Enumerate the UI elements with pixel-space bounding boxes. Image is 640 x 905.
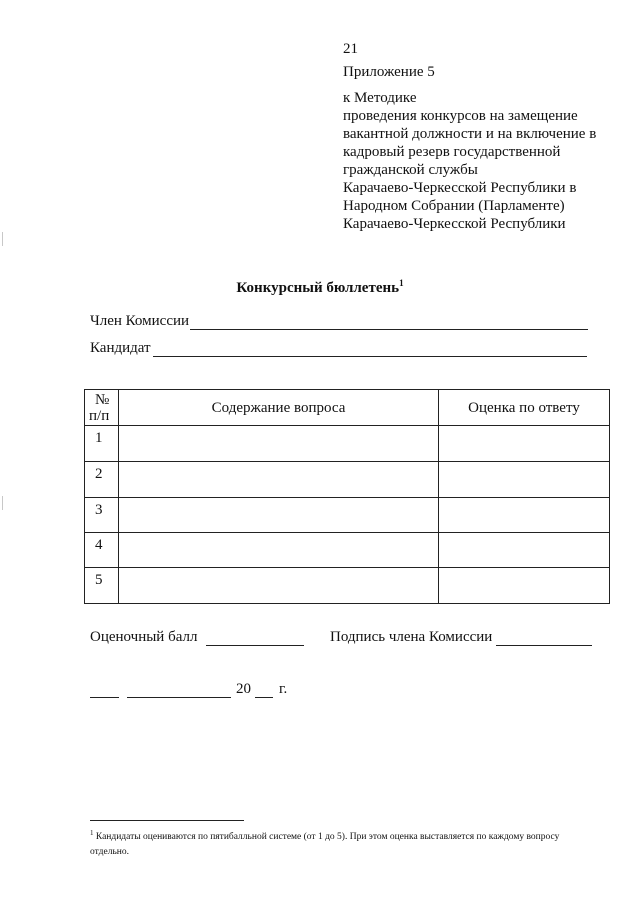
page-number: 21 xyxy=(343,41,358,57)
footnote-text: Кандидаты оцениваются по пятибалльной системе (от 1 до 5). При этом оценка выставляется по каждому вопросу отдельно. xyxy=(90,832,560,858)
score-cell[interactable] xyxy=(439,498,610,533)
score-cell[interactable] xyxy=(439,533,610,568)
header-question-content: Содержание вопроса xyxy=(119,390,439,426)
header-number-sign: № xyxy=(95,392,110,408)
member-input-line[interactable] xyxy=(190,329,588,330)
question-cell[interactable] xyxy=(119,568,439,604)
appendix-line: Карачаево-Черкесской Республики в xyxy=(343,180,577,196)
ballot-title xyxy=(0,278,640,297)
appendix-line: вакантной должности и на включение в xyxy=(343,126,597,142)
footnote-reference: 1 xyxy=(399,278,404,288)
row-number: 2 xyxy=(85,462,119,498)
question-cell[interactable] xyxy=(119,533,439,568)
date-year-line[interactable] xyxy=(255,697,273,698)
table-row xyxy=(85,568,610,604)
signature-input-line[interactable] xyxy=(496,645,592,646)
date-day-line[interactable] xyxy=(90,697,119,698)
date-suffix: г. xyxy=(279,681,288,697)
table-row xyxy=(85,533,610,568)
header-number-abbr: п/п xyxy=(89,408,110,424)
score-input-line[interactable] xyxy=(206,645,304,646)
header-answer-score: Оценка по ответу xyxy=(439,390,610,426)
row-number: 5 xyxy=(85,568,119,604)
appendix-line: гражданской службы xyxy=(343,162,478,178)
appendix-line: проведения конкурсов на замещение xyxy=(343,108,578,124)
row-number: 1 xyxy=(85,426,119,462)
score-cell[interactable] xyxy=(439,426,610,462)
table-row xyxy=(85,498,610,533)
candidate-input-line[interactable] xyxy=(153,356,587,357)
appendix-line: кадровый резерв государственной xyxy=(343,144,561,160)
header-number xyxy=(85,390,119,426)
score-cell[interactable] xyxy=(439,568,610,604)
appendix-line: к Методике xyxy=(343,90,417,106)
table-row xyxy=(85,426,610,462)
member-label: Член Комиссии xyxy=(90,313,190,329)
date-month-line[interactable] xyxy=(127,697,231,698)
question-cell[interactable] xyxy=(119,462,439,498)
appendix-line: Карачаево-Черкесской Республики xyxy=(343,216,566,232)
question-cell[interactable] xyxy=(119,426,439,462)
footnote-marker: 1 xyxy=(90,829,94,837)
footnote xyxy=(90,826,600,860)
appendix-title: Приложение 5 xyxy=(343,64,435,80)
question-cell[interactable] xyxy=(119,498,439,533)
date-year-prefix: 20 xyxy=(236,681,251,697)
table-header-row xyxy=(85,390,610,426)
appendix-reference xyxy=(343,89,596,233)
row-number: 3 xyxy=(85,498,119,533)
signature-label: Подпись члена Комиссии xyxy=(330,629,493,645)
score-label: Оценочный балл xyxy=(90,629,198,645)
row-number: 4 xyxy=(85,533,119,568)
appendix-line: Народном Собрании (Парламенте) xyxy=(343,198,565,214)
questions-table xyxy=(84,389,610,604)
table-row xyxy=(85,462,610,498)
score-cell[interactable] xyxy=(439,462,610,498)
scan-edge-mark xyxy=(2,232,3,246)
ballot-title-text: Конкурсный бюллетень xyxy=(236,280,400,296)
candidate-label: Кандидат xyxy=(90,340,151,356)
footnote-separator xyxy=(90,820,244,821)
scan-edge-mark xyxy=(2,496,3,510)
